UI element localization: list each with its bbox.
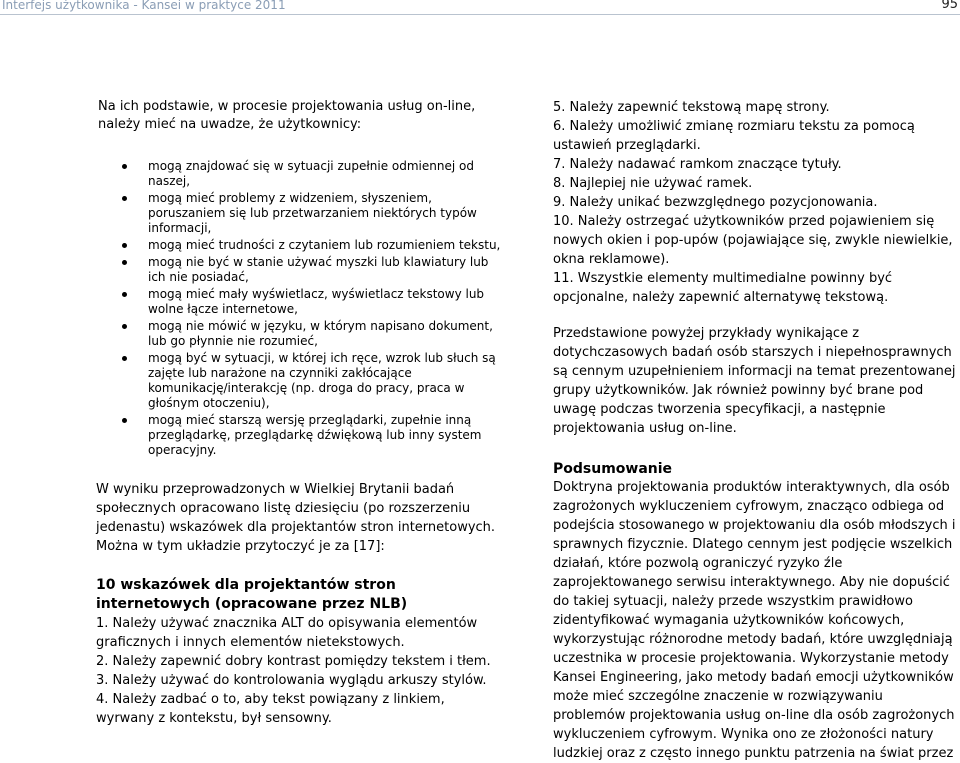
summary-paragraph: Doktryna projektowania produktów interaktywnych, dla osób zagrożonych wykluczeniem cyfrowym, znacząco odbiega od podejścia stosowanego w projektowaniu dla osób młodszych i sprawnych fizycznie. Dlatego cennym jest podjęcie wszelkich działań, które pozwolą ograniczyć ryzyko źle zaprojektowanego serwisu interaktywnego. Aby nie dopuścić do takiej sytuacji, należy przede wszystkim prawidłowo zidentyfikować wymagania użytkowników końcowych, wykorzystując różnorodne metody badań, które uwzględniają uczestnika w procesie projektowania. Wykorzystanie metody Kansei Engineering, jako metody badań emocji użytkowników może mieć szczególne znaczenie w rozwiązywaniu problemów projektowania usług on-line dla osób zagrożonych wykluczeniem cyfrowym. Wynika ono ze złożoności natury ludzkiej oraz z często innego punktu patrzenia na świat przez xyxy=(553,480,956,761)
tip-item: 7. Należy nadawać ramkom znaczące tytuły. xyxy=(553,157,842,172)
list-item: mogą nie mówić w języku, w którym napisano dokument, lub go płynnie nie rozumieć, xyxy=(96,319,502,349)
list-item: mogą mieć trudności z czytaniem lub rozumieniem tekstu, xyxy=(96,238,502,253)
summary-heading: Podsumowanie xyxy=(553,461,673,477)
user-conditions-list xyxy=(96,159,502,458)
list-item: mogą znajdować się w sytuacji zupełnie odmiennej od naszej, xyxy=(96,159,502,189)
list-item: mogą być w sytuacji, w której ich ręce, wzrok lub słuch są zajęte lub narażone na czynniki zakłócające komunikację/interakcję (np. droga do pracy, praca w głośnym otoczeniu), xyxy=(96,351,502,411)
page-header xyxy=(0,0,960,16)
right-column xyxy=(553,98,958,763)
left-column xyxy=(96,98,502,728)
running-title: Interfejs użytkownika - Kansei w praktyce 2011 xyxy=(2,0,286,12)
tip-item: 9. Należy unikać bezwzględnego pozycjonowania. xyxy=(553,195,878,210)
tip-item: 8. Najlepiej nie używać ramek. xyxy=(553,176,753,191)
tip-item: 6. Należy umożliwić zmianę rozmiaru tekstu za pomocą ustawień przeglądarki. xyxy=(553,119,915,153)
tip-item: 11. Wszystkie elementy multimedialne powinny być opcjonalne, należy zapewnić alternatywę tekstową. xyxy=(553,271,893,305)
page-number: 95 xyxy=(941,0,958,12)
list-item: mogą mieć mały wyświetlacz, wyświetlacz tekstowy lub wolne łącze internetowe, xyxy=(96,287,502,317)
list-item: mogą mieć starszą wersję przeglądarki, zupełnie inną przeglądarkę, przeglądarkę dźwiękową lub inny system operacyjny. xyxy=(96,413,502,458)
tip-item: 10. Należy ostrzegać użytkowników przed pojawieniem się nowych okien i pop-upów (pojawiające się, zwykle niewielkie, okna reklamowe). xyxy=(553,214,953,267)
research-paragraph: W wyniku przeprowadzonych w Wielkiej Brytanii badań społecznych opracowano listę dziesięciu (po rozszerzeniu jedenastu) wskazówek dla projektantów stron internetowych. Można w tym układzie przytoczyć je za [17]: xyxy=(96,482,496,554)
tip-item: 4. Należy zadbać o to, aby tekst powiązany z linkiem, wyrwany z kontekstu, był sensowny. xyxy=(96,692,445,726)
intro-paragraph: Na ich podstawie, w procesie projektowania usług on-line, należy mieć na uwadze, że użytkownicy: xyxy=(98,99,476,132)
list-item: mogą nie być w stanie używać myszki lub klawiatury lub ich nie posiadać, xyxy=(96,255,502,285)
tip-item: 3. Należy używać do kontrolowania wyglądu arkuszy stylów. xyxy=(96,673,487,688)
header-divider xyxy=(0,14,960,15)
tip-item: 5. Należy zapewnić tekstową mapę strony. xyxy=(553,100,830,115)
list-item: mogą mieć problemy z widzeniem, słyszeniem, poruszaniem się lub przetwarzaniem niektórych typów informacji, xyxy=(96,191,502,236)
tip-item: 2. Należy zapewnić dobry kontrast pomiędzy tekstem i tłem. xyxy=(96,654,491,669)
tips-heading: 10 wskazówek dla projektantów stron internetowych (opracowane przez NLB) xyxy=(96,577,408,612)
examples-paragraph: Przedstawione powyżej przykłady wynikające z dotychczasowych badań osób starszych i niepełnosprawnych są cennym uzupełnieniem informacji na temat prezentowanej grupy użytkowników. Jak również powinny być brane pod uwagę podczas tworzenia specyfikacji, a następnie projektowania usług on-line. xyxy=(553,326,956,436)
tip-item: 1. Należy używać znacznika ALT do opisywania elementów graficznych i innych elementów nietekstowych. xyxy=(96,616,478,650)
